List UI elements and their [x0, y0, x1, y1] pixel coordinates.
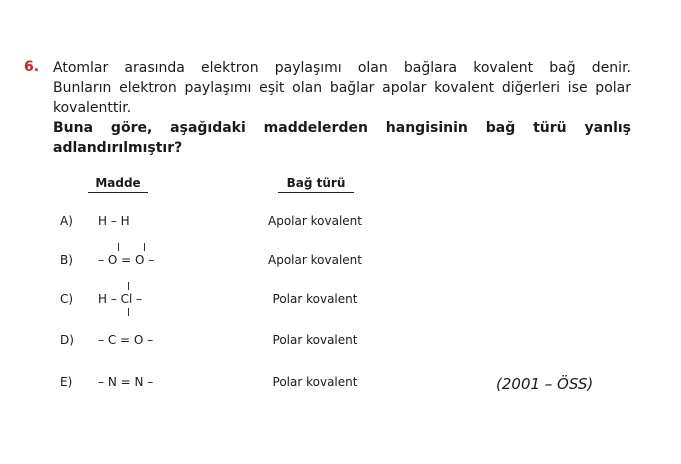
option-e-formula: – N = N –	[98, 375, 154, 389]
option-d-label: D)	[60, 333, 74, 347]
source-citation: (2001 – ÖSS)	[496, 375, 594, 393]
option-a-formula: H – H	[98, 214, 130, 228]
option-a-label: A)	[60, 214, 73, 228]
question-prompt-line-2: adlandırılmıştır?	[53, 140, 183, 156]
question-line-2: Bunların elektron paylaşımı eşit olan bağlar apolar kovalent diğerleri ise polar	[53, 80, 631, 96]
option-c-tick-top	[128, 282, 129, 290]
option-b-tick-1	[118, 243, 119, 251]
header-bond-type: Bağ türü	[278, 176, 354, 193]
option-a-bond: Apolar kovalent	[268, 214, 362, 228]
option-b-formula: – O = O –	[98, 253, 155, 267]
option-e-bond: Polar kovalent	[272, 375, 358, 389]
header-substance: Madde	[88, 176, 148, 193]
question-line-3: kovalenttir.	[53, 100, 132, 116]
question-prompt-line-1: Buna göre, aşağıdaki maddelerden hangisinin bağ türü yanlış	[53, 120, 631, 136]
question-line-1: Atomlar arasında elektron paylaşımı olan bağlara kovalent bağ denir.	[53, 60, 631, 76]
option-c-tick-bottom	[128, 308, 129, 316]
option-c-formula: H – Cl –	[98, 292, 143, 306]
option-b-bond: Apolar kovalent	[268, 253, 362, 267]
option-c-label: C)	[60, 292, 74, 306]
question-number: 6.	[24, 59, 40, 75]
option-e-label: E)	[60, 375, 73, 389]
question-text	[53, 58, 631, 158]
option-d-formula: – C = O –	[98, 333, 154, 347]
option-c-bond: Polar kovalent	[272, 292, 358, 306]
option-b-tick-2	[144, 243, 145, 251]
option-b-label: B)	[60, 253, 73, 267]
option-d-bond: Polar kovalent	[272, 333, 358, 347]
